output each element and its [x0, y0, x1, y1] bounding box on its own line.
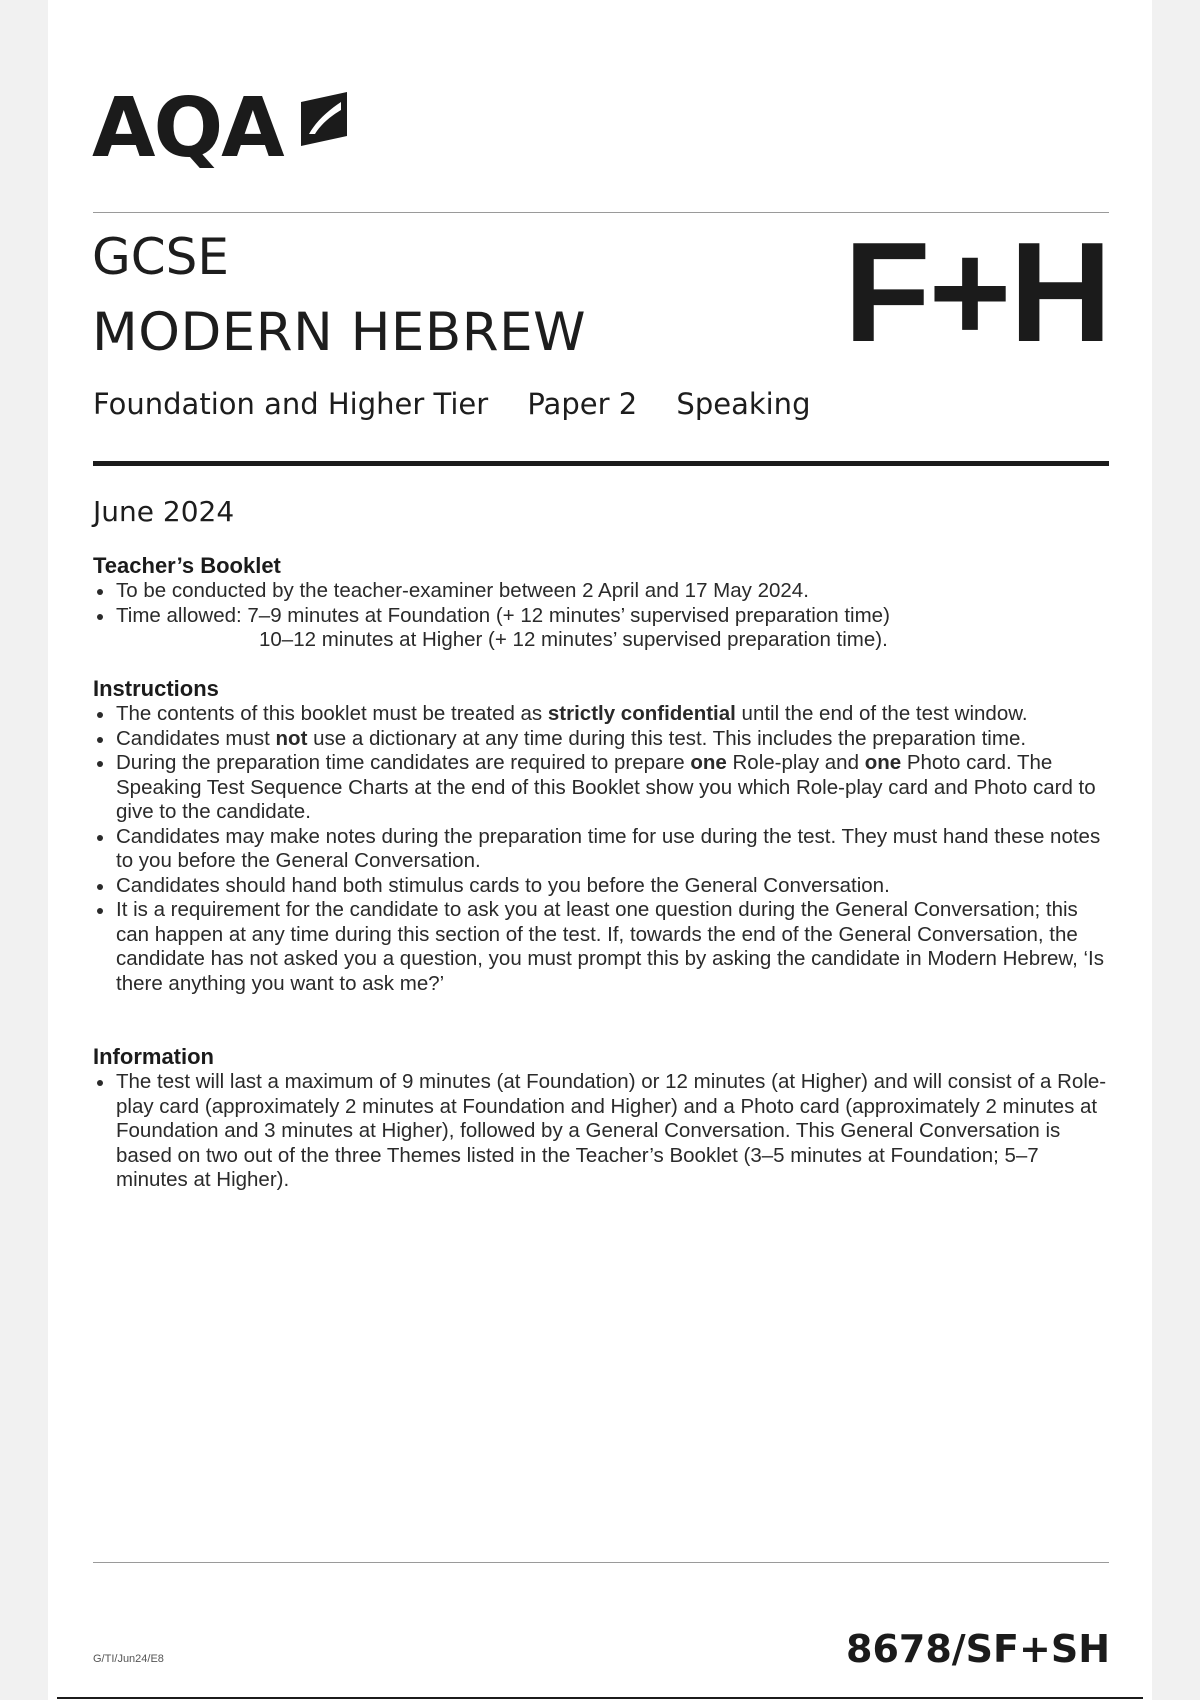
footer-divider — [93, 1562, 1109, 1563]
qualification-title: GCSE — [92, 228, 229, 286]
tier-label: Foundation and Higher Tier — [93, 387, 489, 421]
time-allowed-line-1: Time allowed: 7–9 minutes at Foundation (+ 12 minutes’ supervised preparation time) — [116, 603, 890, 627]
instructions-section — [93, 676, 1109, 996]
logo-wordmark: AQA — [92, 81, 283, 176]
list-item: To be conducted by the teacher-examiner between 2 April and 17 May 2024. — [93, 579, 1109, 604]
instructions-heading: Instructions — [93, 676, 219, 701]
page-bottom-rule — [57, 1697, 1143, 1699]
teachers-booklet-section — [93, 553, 1109, 653]
list-item: It is a requirement for the candidate to ask you at least one question during the General Conversation; this can happen at any time during this section of the test. If, towards the end of the General Conversation, the candidate has not asked you a question, you must prompt this by asking the candidate in Modern Hebrew, ‘Is there anything you want to ask me?’ — [93, 898, 1109, 996]
information-heading: Information — [93, 1044, 214, 1069]
list-item — [93, 604, 1109, 653]
list-item: The contents of this booklet must be treated as strictly confidential until the end of the test window. — [93, 702, 1109, 727]
list-item: Candidates must not use a dictionary at any time during this test. This includes the preparation time. — [93, 727, 1109, 752]
aqa-logo — [92, 81, 283, 184]
list-item: Candidates should hand both stimulus cards to you before the General Conversation. — [93, 874, 1109, 899]
information-section — [93, 1044, 1109, 1193]
component-label: Speaking — [676, 387, 811, 421]
list-item: Candidates may make notes during the preparation time for use during the test. They must hand these notes to you before the General Conversation. — [93, 825, 1109, 874]
aqa-flag-icon — [295, 90, 351, 148]
list-item: The test will last a maximum of 9 minutes (at Foundation) or 12 minutes (at Higher) and will consist of a Role-play card (approximately 2 minutes at Foundation and Higher) and a Photo card (approximately 2 minutes at Foundation and 3 minutes at Higher), followed by a General Conversation. This General Conversation is based on two out of the three Themes listed in the Teacher’s Booklet (3–5 minutes at Foundation; 5–7 minutes at Higher). — [93, 1070, 1109, 1193]
teachers-booklet-heading: Teacher’s Booklet — [93, 553, 281, 578]
tier-code: F+H — [843, 213, 1110, 372]
paper-code: 8678/SF+SH — [846, 1627, 1110, 1671]
list-item: During the preparation time candidates are required to prepare one Role-play and one Photo card. The Speaking Test Sequence Charts at the end of this Booklet show you which Role-play card and Photo card to give to the candidate. — [93, 751, 1109, 825]
time-allowed-line-2: 10–12 minutes at Higher (+ 12 minutes’ supervised preparation time). — [259, 628, 888, 651]
header-divider — [93, 461, 1109, 466]
paper-label: Paper 2 — [527, 387, 638, 421]
exam-date: June 2024 — [93, 495, 235, 528]
paper-details — [93, 387, 840, 421]
subject-title: MODERN HEBREW — [92, 302, 586, 363]
job-reference: G/TI/Jun24/E8 — [93, 1653, 164, 1665]
